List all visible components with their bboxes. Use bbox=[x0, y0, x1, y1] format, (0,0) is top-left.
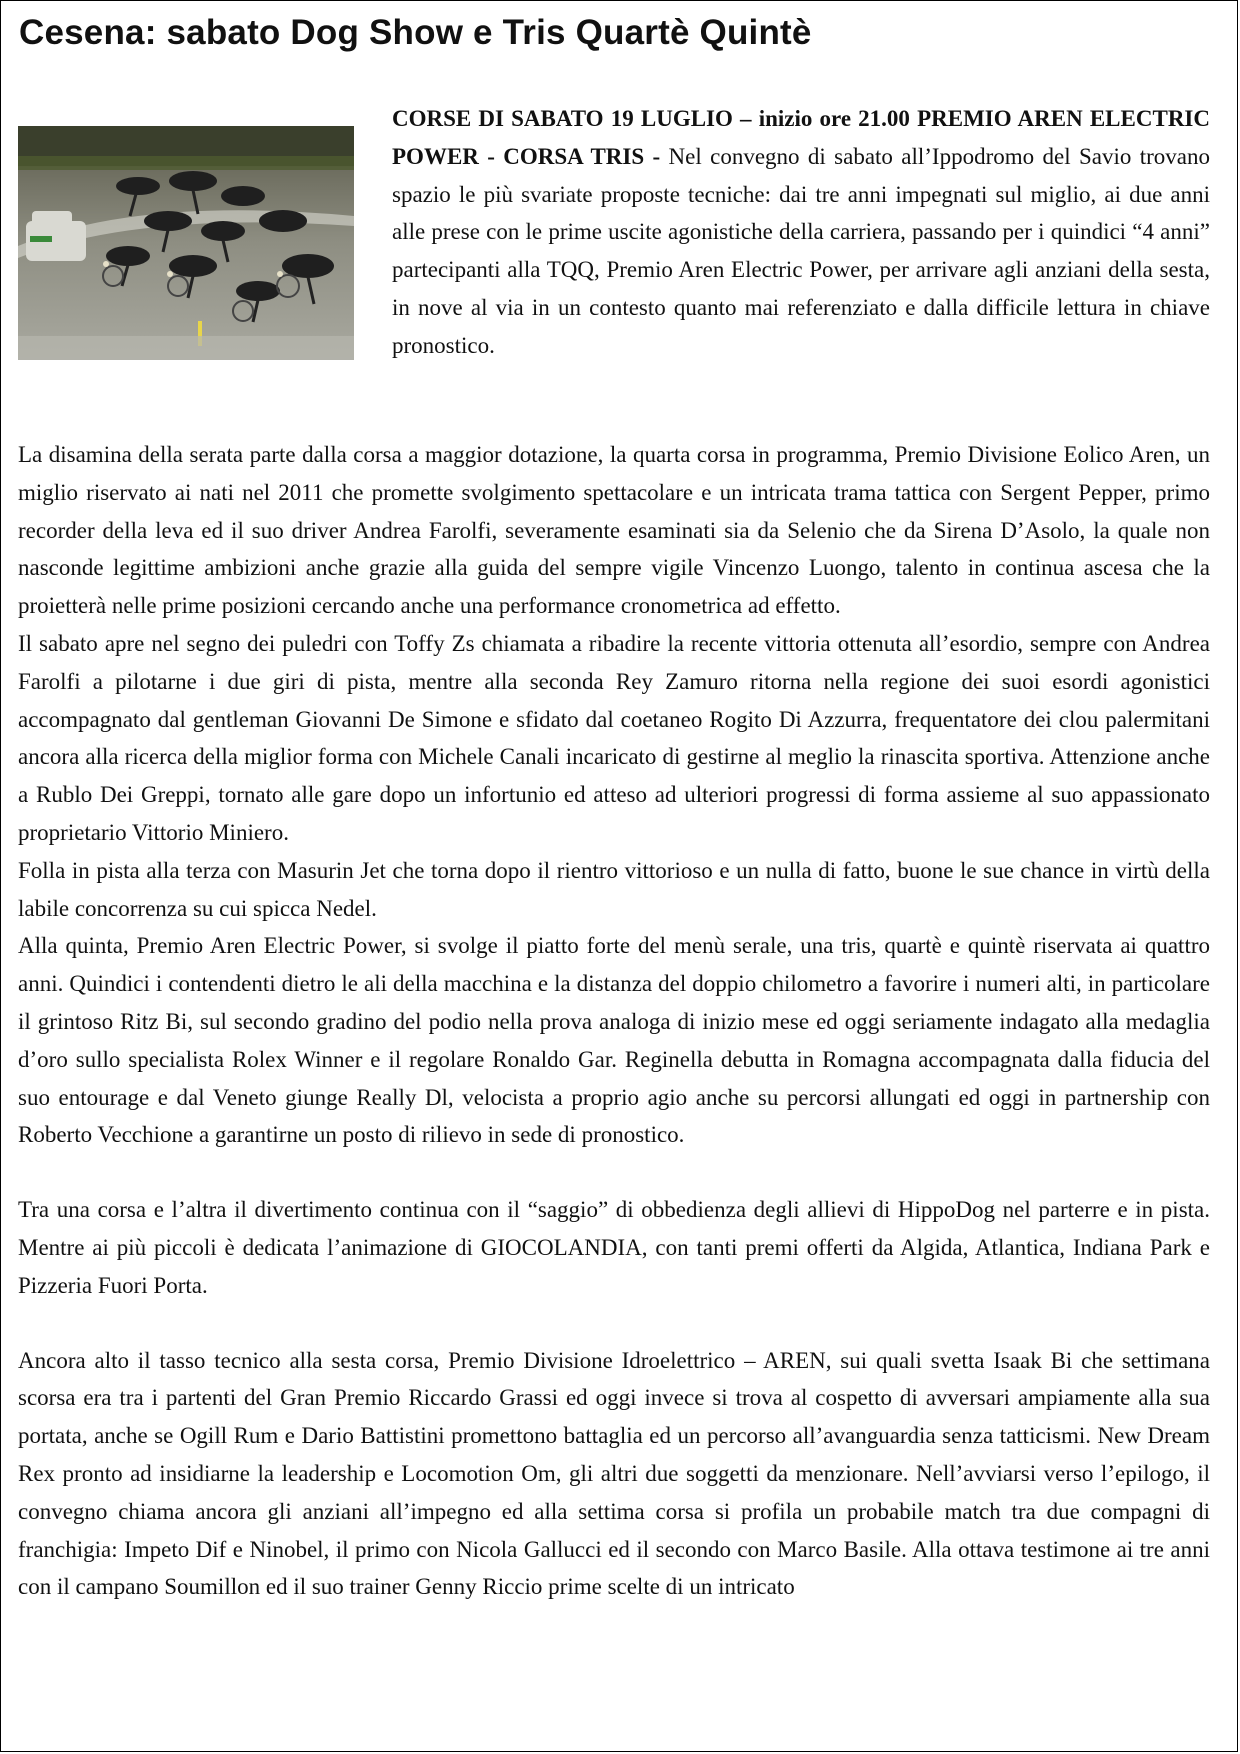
article-body bbox=[18, 436, 1210, 1606]
paragraph-6: Ancora alto il tasso tecnico alla sesta corsa, Premio Divisione Idroelettrico – AREN, sui quali svetta Isaak Bi che settimana scorsa era tra i partenti del Gran Premio Riccardo Grassi ed oggi invece si trova al cospetto di avversari ampiamente alla sua portata, anche se Ogill Rum e Dario Battistini promettono battaglia ed un percorso all’avanguardia senza tatticismi. New Dream Rex pronto ad insidiarne la leadership e Locomotion Om, gli altri due soggetti da menzionare. Nell’avviarsi verso l’epilogo, il convegno chiama ancora gli anziani all’impegno ed alla settima corsa si profila un probabile match tra due compagni di franchigia: Impeto Dif e Ninobel, il primo con Nicola Gallucci ed il secondo con Marco Basile. Alla ottava testimone ai tre anni con il campano Soumillon ed il suo trainer Genny Riccio prime scelte di un intricato bbox=[18, 1347, 1210, 1600]
paragraph-3: Folla in pista alla terza con Masurin Jet che torna dopo il rientro vittorioso e un nulla di fatto, buone le sue chance in virtù della labile concorrenza su cui spicca Nedel. bbox=[18, 857, 1210, 921]
intro-text: Nel convegno di sabato all’Ippodromo del Savio trovano spazio le più svariate proposte tecniche: dai tre anni impegnati sul miglio, ai due anni alle prese con le prime uscite agonistiche della carriera, passando per i quindici “4 anni” partecipanti alla TQQ, Premio Aren Electric Power, per arrivare agli anziani della sesta, in nove al via in un contesto quanto mai referenziato e dalla difficile lettura in chiave pronostico. bbox=[392, 143, 1210, 358]
paragraph-5: Tra una corsa e l’altra il divertimento continua con il “saggio” di obbedienza degli allievi di HippoDog nel parterre e in pista. Mentre ai più piccoli è dedicata l’animazione di GIOCOLANDIA, con tanti premi offerti da Algida, Atlantica, Indiana Park e Pizzeria Fuori Porta. bbox=[18, 1197, 1210, 1298]
harness-race-photo bbox=[18, 126, 354, 360]
paragraph-4: Alla quinta, Premio Aren Electric Power, si svolge il piatto forte del menù serale, una tris, quartè e quintè riservata ai quattro anni. Quindici i contendenti dietro le ali della macchina e la distanza del doppio chilometro a favorire i numeri alti, in particolare il grintoso Ritz Bi, sul secondo gradino del podio nella prova analoga di inizio mese ed oggi seriamente indagato alla medaglia d’oro sullo specialista Rolex Winner e il regolare Ronaldo Gar. Reginella debutta in Romagna accompagnata dalla fiducia del suo entourage e dal Veneto giunge Really Dl, velocista a proprio agio anche su percorsi allungati ed oggi in partnership con Roberto Vecchione a garantirne un posto di rilievo in sede di pronostico. bbox=[18, 933, 1210, 1148]
intro-paragraph bbox=[392, 100, 1210, 365]
paragraph-1: La disamina della serata parte dalla corsa a maggior dotazione, la quarta corsa in programma, Premio Divisione Eolico Aren, un miglio riservato ai nati nel 2011 che promette svolgimento spettacolare e un intricata trama tattica con Sergent Pepper, primo recorder della leva ed il suo driver Andrea Farolfi, severamente esaminati sia da Selenio che da Sirena D’Asolo, la quale non nasconde legittime ambizioni anche grazie alla guida del sempre vigile Vincenzo Luongo, talento in continua ascesa che la proietterà nelle prime posizioni cercando anche una performance cronometrica ad effetto. bbox=[18, 442, 1210, 619]
harness-race-image bbox=[18, 126, 354, 360]
paragraph-2: Il sabato apre nel segno dei puledri con Toffy Zs chiamata a ribadire la recente vittoria ottenuta all’esordio, sempre con Andrea Farolfi a pilotarne i due giri di pista, mentre alla seconda Rey Zamuro ritorna nella regione dei suoi esordi agonistici accompagnato dal gentleman Giovanni De Simone e sfidato dal coetaneo Rogito Di Azzurra, frequentatore dei clou palermitani ancora alla ricerca della miglior forma con Michele Canali incaricato di gestirne al meglio la rinascita sportiva. Attenzione anche a Rublo Dei Greppi, tornato alle gare dopo un infortunio ed atteso ad ulteriori progressi di forma assieme al suo appassionato proprietario Vittorio Miniero. bbox=[18, 630, 1210, 845]
article-title: Cesena: sabato Dog Show e Tris Quartè Quintè bbox=[19, 13, 812, 52]
intro-lead: CORSE DI SABATO 19 LUGLIO – inizio ore 21.00 PREMIO AREN ELECTRIC POWER - CORSA TRIS - bbox=[392, 106, 1210, 169]
